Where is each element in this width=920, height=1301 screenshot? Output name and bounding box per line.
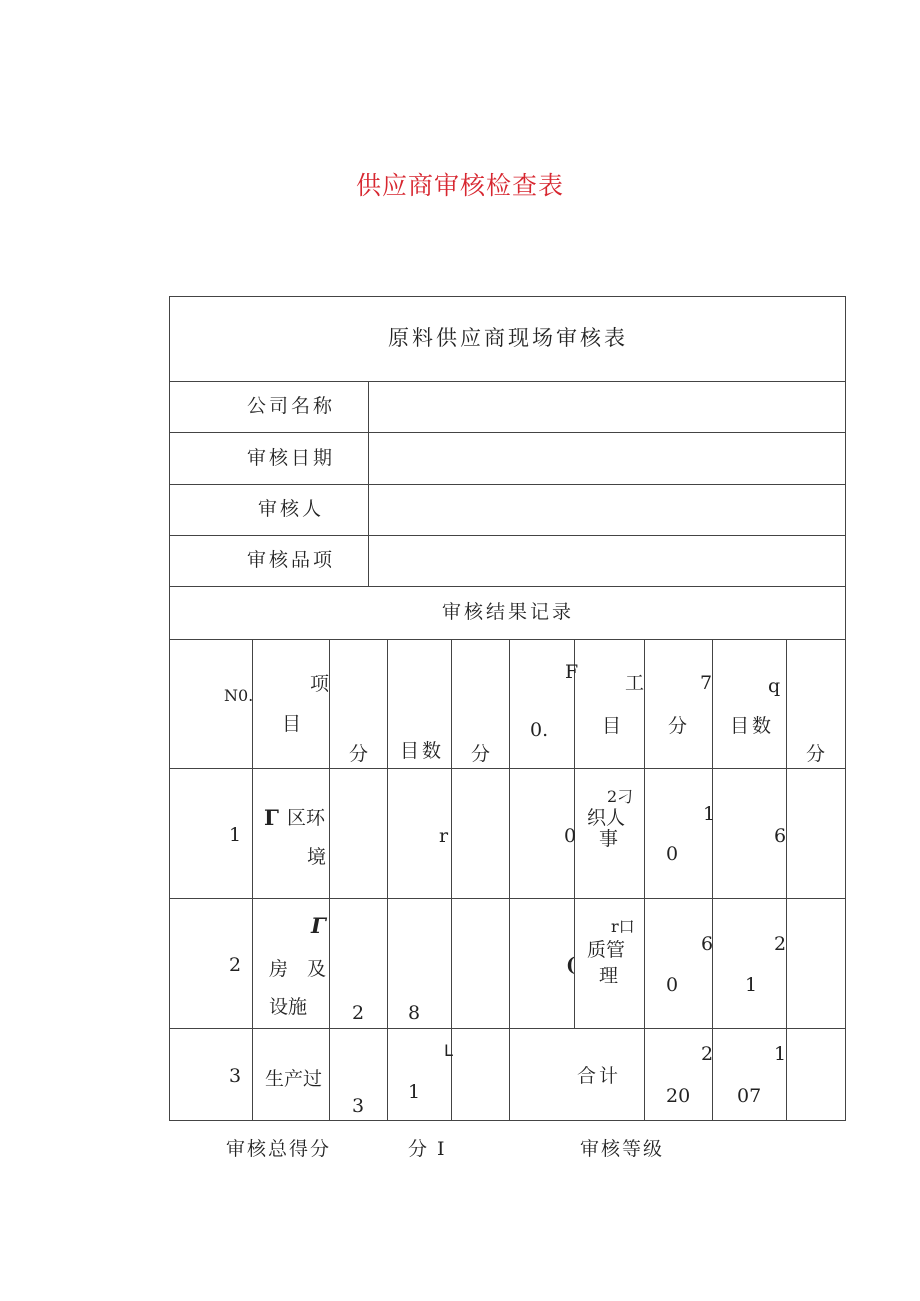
row-3-no: 3 bbox=[229, 1065, 242, 1087]
total-count-b: 07 bbox=[737, 1085, 762, 1107]
form-rule bbox=[170, 535, 845, 536]
document-title: 供应商审核检查表 bbox=[355, 171, 564, 200]
row-1-item-mark: Γ bbox=[264, 805, 279, 830]
form-rule bbox=[329, 639, 330, 1120]
header-item-a: 项 bbox=[310, 673, 330, 695]
row-3-mark: ᒪ bbox=[444, 1041, 453, 1060]
row-2-right-count-a: 2 bbox=[774, 933, 787, 955]
form-rule bbox=[170, 586, 845, 587]
form-rule bbox=[387, 639, 388, 1120]
form-rule bbox=[170, 1028, 845, 1029]
total-score-b: 20 bbox=[666, 1085, 691, 1107]
row-1-right-item-b: 织人 bbox=[587, 807, 626, 829]
total-score-label: 审核总得分 bbox=[226, 1138, 332, 1160]
row-3-score: 3 bbox=[352, 1095, 365, 1117]
header-q: q bbox=[768, 675, 781, 697]
row-1-no: 1 bbox=[229, 824, 242, 846]
row-2-item-a: 房 及 bbox=[269, 958, 327, 980]
form-rule bbox=[509, 639, 510, 1120]
form-rule bbox=[252, 639, 253, 1120]
row-1-right-item-c: 事 bbox=[599, 828, 619, 850]
total-label: 合计 bbox=[577, 1065, 622, 1087]
total-score-a: 2 bbox=[701, 1043, 714, 1065]
header-zero: 0. bbox=[530, 719, 549, 741]
form-rule bbox=[170, 484, 845, 485]
company-name-label: 公司名称 bbox=[246, 395, 336, 417]
row-2-item-b: 设施 bbox=[269, 996, 308, 1018]
row-1-r: r bbox=[439, 825, 449, 847]
row-2-score: 2 bbox=[352, 1002, 365, 1024]
form-rule bbox=[170, 639, 845, 640]
row-2-right-item-c: 理 bbox=[599, 965, 619, 987]
header-count: 目数 bbox=[400, 740, 445, 762]
row-2-right-count-b: 1 bbox=[745, 974, 758, 996]
grade-label: 审核等级 bbox=[580, 1138, 665, 1160]
form-rule bbox=[644, 639, 645, 1120]
row-1-right-score-b: 0 bbox=[666, 843, 679, 865]
header-f: F bbox=[565, 661, 579, 683]
row-3-count: 1 bbox=[408, 1081, 421, 1103]
form-rule bbox=[170, 381, 845, 382]
form-heading: 原料供应商现场审核表 bbox=[388, 326, 628, 350]
results-heading: 审核结果记录 bbox=[441, 601, 575, 623]
header-score-3: 分 bbox=[806, 743, 826, 765]
header-item-b: 目 bbox=[282, 713, 302, 735]
row-2-right-item-b: 质管 bbox=[587, 939, 626, 961]
header-score: 分 bbox=[349, 743, 369, 765]
header-gong: 工 bbox=[625, 672, 645, 694]
row-1-right-count: 6 bbox=[774, 825, 787, 847]
header-fen: 分 bbox=[668, 715, 688, 737]
audit-date-label: 审核日期 bbox=[246, 447, 336, 469]
row-2-right-score-a: 6 bbox=[701, 933, 714, 955]
row-1-fragment: 0 bbox=[564, 825, 577, 847]
row-2-no: 2 bbox=[229, 954, 242, 976]
audit-item-label: 审核品项 bbox=[246, 549, 336, 571]
auditor-label: 审核人 bbox=[257, 498, 325, 520]
score-unit: 分 I bbox=[408, 1138, 447, 1160]
form-rule bbox=[786, 639, 787, 1120]
total-count-a: 1 bbox=[774, 1043, 787, 1065]
header-mu: 目 bbox=[602, 715, 622, 737]
form-rule bbox=[170, 898, 845, 899]
row-2-count: 8 bbox=[408, 1002, 421, 1024]
header-seven: 7 bbox=[700, 672, 713, 694]
header-no: N0. bbox=[224, 686, 254, 705]
row-1-right-item-a: 2刁 bbox=[607, 787, 634, 806]
row-1-right-score-a: 1 bbox=[703, 803, 716, 825]
form-rule bbox=[170, 768, 845, 769]
header-score-2: 分 bbox=[471, 743, 491, 765]
row-2-right-score-b: 0 bbox=[666, 974, 679, 996]
row-1-item-b: 境 bbox=[307, 846, 327, 868]
row-2-item-mark: Γ bbox=[311, 913, 326, 938]
header-count-2: 目数 bbox=[730, 715, 775, 737]
row-2-right-item-a: r口 bbox=[611, 917, 635, 936]
row-3-item: 生产过 bbox=[265, 1068, 323, 1090]
audit-form bbox=[169, 296, 846, 1121]
form-rule bbox=[368, 381, 369, 586]
row-2-fragment: ( bbox=[566, 954, 575, 976]
form-rule bbox=[170, 432, 845, 433]
row-1-item-a: 区环 bbox=[287, 807, 326, 829]
